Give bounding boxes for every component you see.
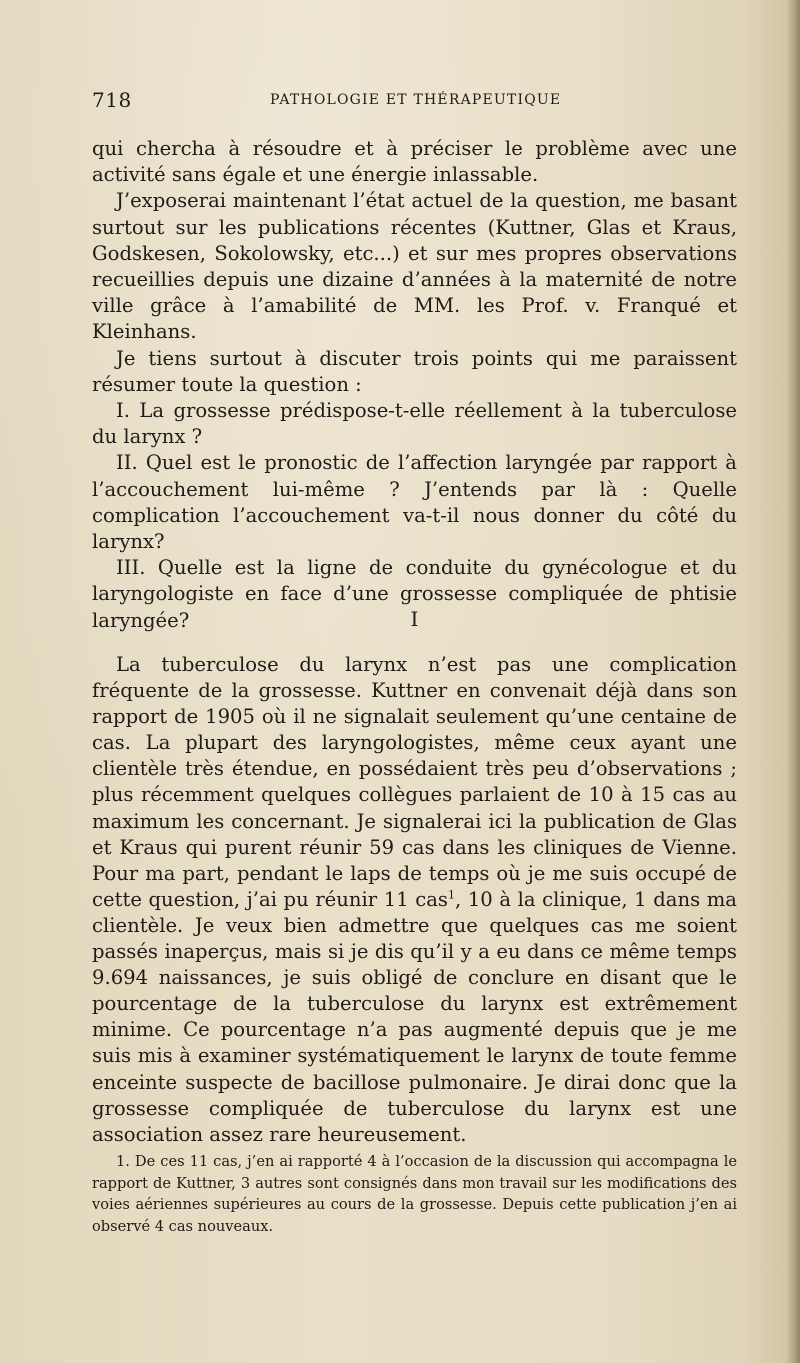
footnote-marker: 1 — [448, 888, 455, 902]
page-edge-shadow — [786, 0, 800, 1363]
running-head-title: PATHOLOGIE ET THÉRAPEUTIQUE — [270, 92, 562, 108]
question-item-2: II. Quel est le pronostic de l’affection laryngée par rapport à l’accouchement lui-même ? J’entends par là : Quelle complication l’accouchement va-t-il nous donner du côté du larynx? — [92, 451, 737, 554]
body-text — [92, 136, 737, 634]
section-text-after-note: , 10 à la clinique, 1 dans ma clientèle. Je veux bien admettre que quelques cas me soient passés inaperçus, mais si je dis qu’il y a eu dans ce même temps 9.694 naissances, je suis obligé de conclure en disant que le pourcentage de la tuberculose du larynx est extrêmement minime. Ce pourcentage n’a pas augmenté depuis que je me suis mis à examiner systématiquement le larynx de toute femme enceinte suspecte de bacillose pulmonaire. Je dirai donc que la grossesse compliquée de tuberculose du larynx est une association assez rare heureusement. — [92, 887, 737, 1146]
section-heading: I — [410, 607, 419, 631]
section-body — [92, 652, 737, 1148]
section-text-before-note: La tuberculose du larynx n’est pas une complication fréquente de la grossesse. Kuttner en convenait déjà dans son rapport de 1905 où il ne signalait seulement qu’une centaine de cas. La plupart des laryngologistes, même ceux ayant une clientèle très étendue, en possédaient très peu d’observations ; plus récemment quelques collègues parlaient de 10 à 15 cas au maximum les concernant. Je signalerai ici la publication de Glas et Kraus qui purent réunir 59 cas dans les cliniques de Vienne. Pour ma part, pendant le laps de temps où je me suis occupé de cette question, j’ai pu réunir 11 cas — [92, 653, 737, 911]
running-head — [92, 88, 737, 118]
paragraph-continuation: qui chercha à résoudre et à préciser le problème avec une activité sans égale et une énergie inlassable. — [92, 137, 737, 187]
page-number: 718 — [92, 88, 132, 112]
footnote: 1. De ces 11 cas, j’en ai rapporté 4 à l’occasion de la discussion qui accompagna le rapport de Kuttner, 3 autres sont consignés dans mon travail sur les modifications des voies aériennes supérieures au cours de la grossesse. Depuis cette publication j’en ai observé 4 cas nouveaux. — [92, 1153, 737, 1235]
question-item-1: I. La grossesse prédispose-t-elle réellement à la tuberculose du larynx ? — [92, 399, 737, 449]
paragraph-points: Je tiens surtout à discuter trois points qui me paraissent résumer toute la question : — [92, 346, 737, 396]
question-item-3: III. Quelle est la ligne de conduite du gynécologue et du laryngologiste en face d’une grossesse compliquée de phtisie laryngée? — [92, 556, 737, 632]
section-paragraph — [92, 652, 737, 1148]
paragraph-intro: J’exposerai maintenant l’état actuel de la question, me basant surtout sur les publications récentes (Kuttner, Glas et Kraus, Godskesen, Sokolowsky, etc...) et sur mes propres observations recueillies depuis une dizaine d’années à la maternité de notre ville grâce à l’amabilité de MM. les Prof. v. Franqué et Kleinhans. — [92, 189, 737, 344]
